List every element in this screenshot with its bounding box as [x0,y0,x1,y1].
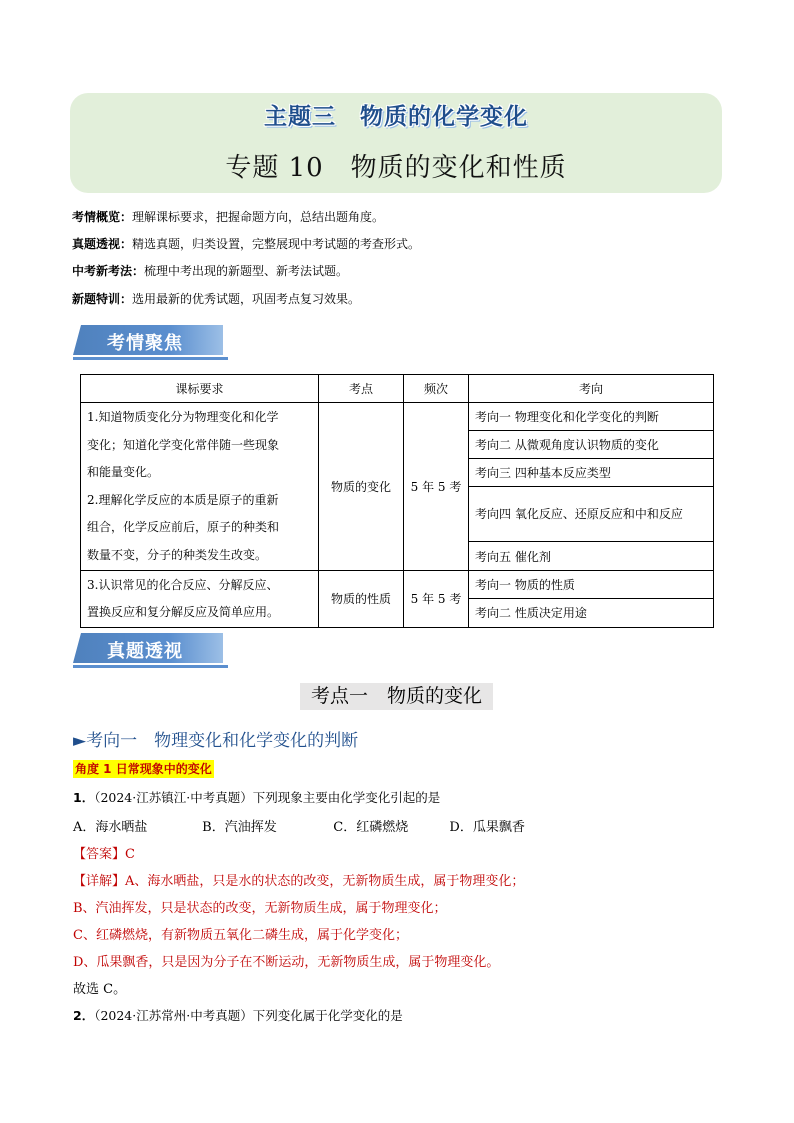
special-title: 专题 10 物质的变化和性质 [225,153,567,183]
requirement-cell-1: 1.知道物质变化分为物理变化和化学 变化；知道化学变化常伴随一些现象 和能量变化。 2.理解化学反应的本质是原子的重新 组合，化学反应前后，原子的种类和 数量不变，分子的种类发生改变。 [81,403,319,571]
title-banner [70,93,722,193]
detail-line: D、瓜果飘香，只是因为分子在不断运动，无新物质生成，属于物理变化。 [73,955,500,970]
knowledge-point-title: 考点一 物质的变化 [300,683,493,710]
header-requirement: 课标要求 [81,375,319,403]
intro-line-1: 考情概览：理解课标要求，把握命题方向，总结出题角度。 [72,210,385,224]
question-1: 1．（2024·江苏镇江·中考真题）下列现象主要由化学变化引起的是 [73,790,441,805]
intro-line-4: 新题特训：选用最新的优秀试题，巩固考点复习效果。 [72,292,361,306]
question-2: 2．（2024·江苏常州·中考真题）下列变化属于化学变化的是 [73,1008,403,1023]
direction-cell: 考向一 物质的性质 [469,570,714,599]
option-c: C．红磷燃烧 [333,820,409,835]
frequency-cell: 5 年 5 考 [404,570,469,627]
direction-title: ►考向一 物理变化和化学变化的判断 [73,731,359,751]
theme-title: 主题三 物质的化学变化 [264,104,528,130]
option-a: A．海水晒盐 [73,820,148,835]
detail-line: B、汽油挥发，只是状态的改变，无新物质生成，属于物理变化； [73,901,447,916]
exam-focus-table [80,374,714,628]
direction-cell: 考向四 氧化反应、还原反应和中和反应 [469,487,714,542]
detail-line: 【详解】A、海水晒盐，只是水的状态的改变，无新物质生成，属于物理变化； [73,874,525,889]
direction-cell: 考向二 性质决定用途 [469,599,714,628]
point-cell: 物质的性质 [319,570,404,627]
intro-line-3: 中考新考法：梳理中考出现的新题型、新考法试题。 [72,264,349,278]
direction-cell: 考向二 从微观角度认识物质的变化 [469,431,714,459]
section-focus: 考情聚焦 [73,322,228,362]
requirement-cell-2: 3.认识常见的化合反应、分解反应、 置换反应和复分解反应及简单应用。 [81,570,319,627]
option-d: D．瓜果飘香 [449,820,525,835]
table-header-row [81,375,714,403]
frequency-cell: 5 年 5 考 [404,403,469,571]
header-point: 考点 [319,375,404,403]
intro-line-2: 真题透视：精选真题，归类设置，完整展现中考试题的考查形式。 [72,237,421,251]
direction-cell: 考向五 催化剂 [469,542,714,570]
conclusion: 故选 C。 [73,982,127,997]
answer: 【答案】C [73,847,135,862]
header-frequency: 频次 [404,375,469,403]
question-1-options [73,816,673,835]
header-direction: 考向 [469,375,714,403]
angle-label: 角度 1 日常现象中的变化 [75,762,212,776]
option-b: B．汽油挥发 [202,820,277,835]
direction-cell: 考向一 物理变化和化学变化的判断 [469,403,714,431]
direction-cell: 考向三 四种基本反应类型 [469,459,714,487]
detail-line: C、红磷燃烧，有新物质五氧化二磷生成，属于化学变化； [73,928,408,943]
section-real-exam: 真题透视 [73,630,228,670]
point-cell: 物质的变化 [319,403,404,571]
